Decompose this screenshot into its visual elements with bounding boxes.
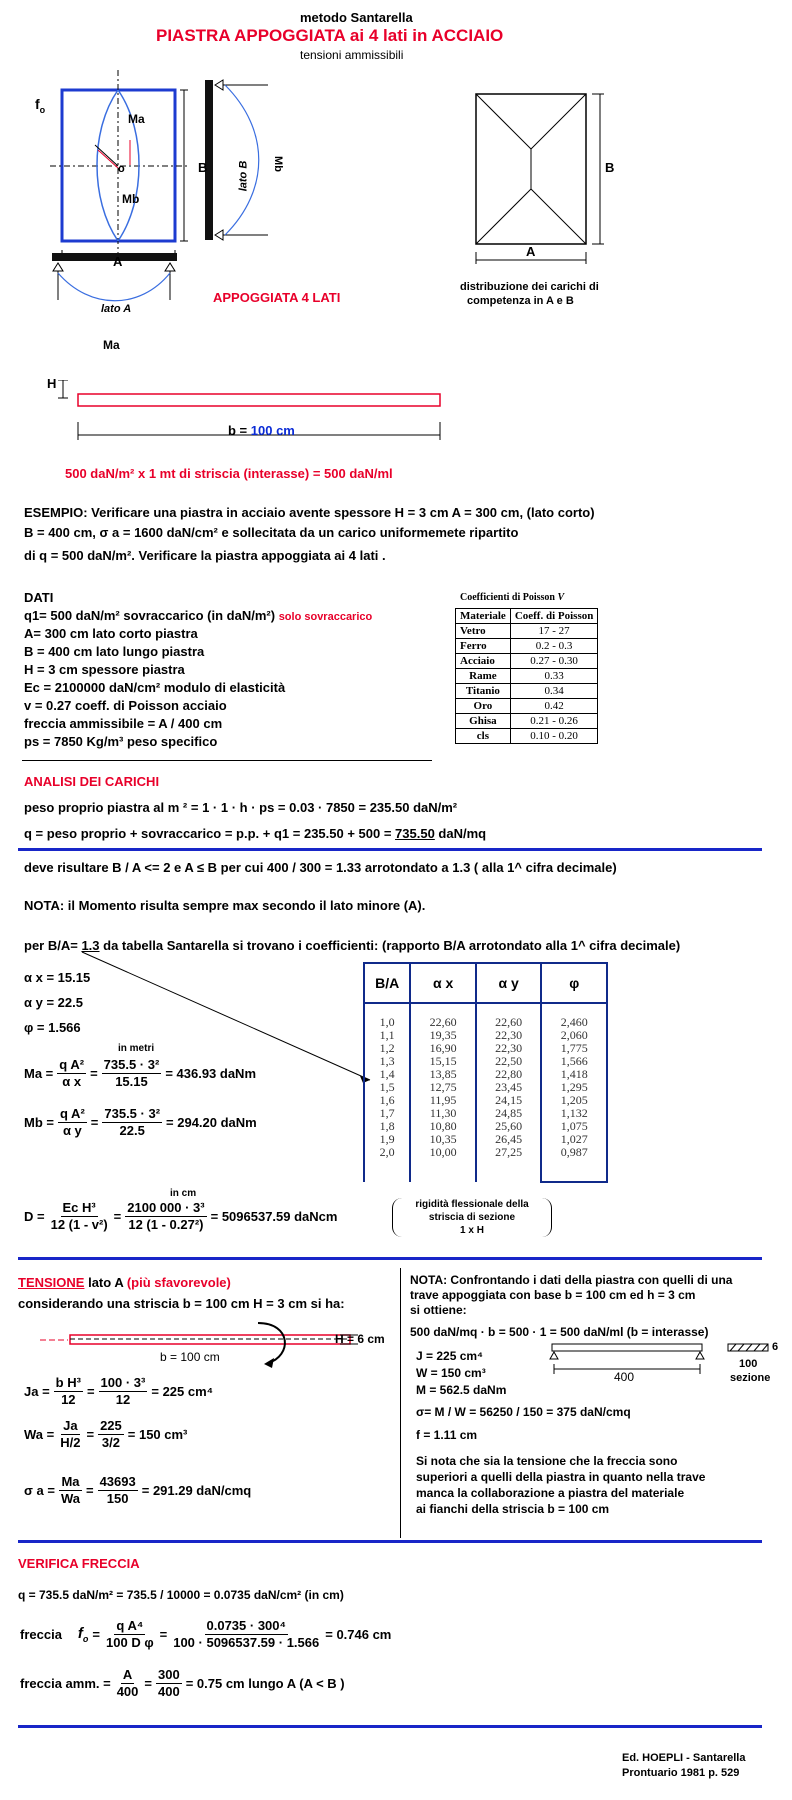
- freccia-equation: freccia $f_o$ = $\frac{\text{q A⁴}}{\text{100 D φ}}$ = $\frac{\text{0.0735 · 300⁴}}{100 \cdot 5096537.59 \cdot 1.566}$ = 0.746 cm: [20, 1618, 392, 1650]
- coef-cell: 1,075: [560, 1119, 588, 1133]
- santarella-table: [363, 962, 608, 1183]
- poisson-cell: Vetro: [456, 624, 511, 639]
- poisson-header: Materiale: [456, 609, 511, 624]
- poisson-cell: Titanio: [456, 684, 511, 699]
- in-metri-note: in metri: [118, 1043, 155, 1054]
- page-subtitle: tensioni ammissibili: [300, 48, 404, 62]
- rigidity-equation: D = $\frac{\text{Ec H³}}{\text{12 (1 - v²)}}$ = $\frac{\text{2100 000 · 3³}}{\text{12 (1 - 0.27²)}}$ = 5096537.59 daNcm: [24, 1200, 338, 1232]
- ma-bottom-label: Ma: [103, 338, 120, 352]
- rule-4: [18, 1725, 762, 1728]
- trave-note-1: NOTA: Confrontando i dati della piastra con quelli di una: [410, 1273, 733, 1287]
- rule-3: [18, 1540, 762, 1543]
- coef-cell: 22,30: [495, 1028, 523, 1042]
- coef-cell: 1,027: [560, 1132, 588, 1146]
- dati-h: H = 3 cm spessore piastra: [24, 662, 185, 677]
- coef-column-ay: [476, 1003, 542, 1182]
- coef-cell: 1,9: [379, 1132, 395, 1146]
- poisson-cell: Oro: [456, 699, 511, 714]
- coef-header: φ: [541, 963, 607, 1003]
- poisson-cell: cls: [456, 729, 511, 744]
- coef-cell: 11,30: [429, 1106, 457, 1120]
- coef-cell: 1,5: [379, 1080, 395, 1094]
- trave-f: f = 1.11 cm: [416, 1428, 478, 1442]
- sigma-a-equation: σ a = $\frac{Ma}{Wa}$ = $\frac{43693}{150}$ = 291.29 daN/cmq: [24, 1474, 252, 1506]
- ja-equation: Ja = $\frac{\text{b H³}}{12}$ = $\frac{\text{100 · 3³}}{12}$ = 225 cm⁴: [24, 1375, 214, 1407]
- coef-header: α y: [476, 963, 542, 1003]
- coef-cell: 1,775: [560, 1041, 588, 1055]
- freccia-amm-equation: freccia amm. = $\frac{A}{400}$ = $\frac{300}{400}$ = 0.75 cm lungo A (A < B ): [20, 1667, 345, 1699]
- coef-cell: 26,45: [495, 1132, 523, 1146]
- coef-cell: 1,6: [379, 1093, 395, 1107]
- dist-caption-2: competenza in A e B: [467, 295, 574, 307]
- mb-equation: Mb = $\frac{\text{q A²}}{\text{α y}}$ = $\frac{\text{735.5 · 3²}}{22.5}$ = 294.20 daNm: [24, 1106, 257, 1138]
- distribution-diagram: [468, 92, 628, 277]
- coef-ax: α x = 15.15: [24, 970, 91, 985]
- method-label: metodo Santarella: [300, 10, 413, 25]
- analisi-line-2: q = peso proprio + sovraccarico = p.p. + q1 = 235.50 + 500 = 735.50 daN/mq: [24, 826, 487, 841]
- ratio-line: deve risultare B / A <= 2 e A ≤ B per cui 400 / 300 = 1.33 arrotondato a 1.3 ( alla 1^ cifra decimale): [24, 860, 617, 875]
- analisi-line-1: peso proprio piastra al m ² = 1 · 1 · h · ps = 0.03 · 7850 = 235.50 daN/m²: [24, 800, 458, 815]
- poisson-cell: 17 - 27: [510, 624, 598, 639]
- trave-m: M = 562.5 daNm: [416, 1383, 507, 1397]
- coef-cell: 1,205: [560, 1093, 588, 1107]
- tensione-b100: b = 100 cm: [160, 1350, 220, 1364]
- trave-w: W = 150 cm³: [416, 1366, 486, 1380]
- coef-phi: φ = 1.566: [24, 1020, 81, 1035]
- section-label: sezione: [730, 1372, 771, 1384]
- coef-column-phi: [541, 1003, 607, 1182]
- dati-ec: Ec = 2100000 daN/cm² modulo di elasticità: [24, 680, 286, 695]
- trave-comment-4: ai fianchi della striscia b = 100 cm: [416, 1502, 610, 1516]
- coef-column-ax: [410, 1003, 476, 1182]
- poisson-cell: Acciaio: [456, 654, 511, 669]
- load-per-strip: 500 daN/m² x 1 mt di striscia (interasse) = 500 daN/ml: [65, 466, 393, 481]
- tensione-consid: considerando una striscia b = 100 cm H = 3 cm si ha:: [18, 1296, 345, 1311]
- coef-cell: 10,35: [429, 1132, 457, 1146]
- poisson-cell: 0.33: [510, 669, 598, 684]
- trave-load: 500 daN/mq · b = 500 · 1 = 500 daN/ml (b = interasse): [410, 1325, 709, 1339]
- coef-cell: 27,25: [495, 1145, 523, 1159]
- freccia-title: VERIFICA FRECCIA: [18, 1556, 140, 1571]
- rule-2: [18, 1257, 762, 1260]
- coef-cell: 12,75: [429, 1080, 457, 1094]
- coef-cell: 11,95: [429, 1093, 457, 1107]
- column-divider: [400, 1268, 401, 1538]
- coef-cell: 24,85: [495, 1106, 523, 1120]
- trave-note-3: si ottiene:: [410, 1303, 467, 1317]
- trave-sigma: σ= M / W = 56250 / 150 = 375 daN/cmq: [416, 1405, 631, 1419]
- poisson-cell: Ghisa: [456, 714, 511, 729]
- coef-cell: 1,1: [379, 1028, 395, 1042]
- trave-comment-2: superiori a quelli della piastra in quanto nella trave: [416, 1470, 706, 1484]
- example-line-3: di q = 500 daN/m². Verificare la piastra appoggiata ai 4 lati .: [24, 548, 386, 563]
- coef-header: α x: [410, 963, 476, 1003]
- trave-note-2: trave appoggiata con base b = 100 cm ed h = 3 cm: [410, 1288, 696, 1302]
- coef-cell: 1,2: [379, 1041, 395, 1055]
- page-title: PIASTRA APPOGGIATA ai 4 lati in ACCIAIO: [156, 26, 504, 45]
- coef-cell: 2,0: [379, 1145, 395, 1159]
- trave-comment-1: Si nota che sia la tensione che la freccia sono: [416, 1454, 678, 1468]
- lato-a-label: lato A: [101, 303, 132, 315]
- coef-cell: 10,80: [429, 1119, 457, 1133]
- rigidity-note: rigidità flessionale della striscia di sezione 1 x H: [392, 1198, 552, 1237]
- coef-cell: 22,60: [429, 1015, 457, 1029]
- poisson-cell: 0.2 - 0.3: [510, 639, 598, 654]
- trave-comment-3: manca la collaborazione a piastra del materiale: [416, 1486, 685, 1500]
- poisson-header: Coeff. di Poisson: [510, 609, 598, 624]
- example-line-1: ESEMPIO: Verificare una piastra in acciaio avente spessore H = 3 cm A = 300 cm, (lato corto): [24, 505, 595, 520]
- trave-j: J = 225 cm⁴: [416, 1349, 483, 1363]
- coef-cell: 2,460: [560, 1015, 588, 1029]
- b-dimension: B: [198, 160, 208, 175]
- h-label: H: [47, 376, 57, 391]
- poisson-title: Coefficienti di Poisson V: [460, 592, 565, 603]
- analisi-title: ANALISI DEI CARICHI: [24, 774, 160, 789]
- dist-a-label: A: [526, 244, 536, 259]
- footer-reference: Prontuario 1981 p. 529: [622, 1767, 740, 1779]
- a-dimension: A: [113, 254, 123, 269]
- coef-cell: 0,987: [560, 1145, 588, 1159]
- fo-label: $f_o$: [35, 96, 46, 115]
- poisson-cell: 0.10 - 0.20: [510, 729, 598, 744]
- poisson-table: [455, 608, 598, 744]
- appoggiata-label: APPOGGIATA 4 LATI: [213, 290, 341, 305]
- coef-cell: 16,90: [429, 1041, 457, 1055]
- coef-cell: 13,85: [429, 1067, 457, 1081]
- dati-v: v = 0.27 coeff. di Poisson acciaio: [24, 698, 227, 713]
- section-width: 100: [739, 1358, 758, 1370]
- coef-cell: 1,4: [379, 1067, 395, 1081]
- tensione-heading: TENSIONE lato A (più sfavorevole): [18, 1275, 231, 1290]
- coef-cell: 1,418: [560, 1067, 588, 1081]
- poisson-cell: 0.21 - 0.26: [510, 714, 598, 729]
- coef-cell: 1,8: [379, 1119, 395, 1133]
- strip-diagram: [58, 380, 458, 460]
- coef-cell: 23,45: [495, 1080, 523, 1094]
- lato-b-label: lato B: [237, 160, 250, 192]
- coef-header: B/A: [364, 963, 410, 1003]
- o-label: o: [118, 163, 125, 175]
- mb-label: Mb: [122, 192, 140, 206]
- ma-equation: Ma = $\frac{\text{q A²}}{\text{α x}}$ = $\frac{\text{735.5 · 3²}}{15.15}$ = 436.93 daNm: [24, 1057, 257, 1089]
- coef-cell: 1,3: [379, 1054, 395, 1068]
- coef-cell: 2,060: [560, 1028, 588, 1042]
- coef-cell: 15,15: [429, 1054, 457, 1068]
- coef-column-ba: [364, 1003, 410, 1182]
- coef-cell: 25,60: [495, 1119, 523, 1133]
- dati-ps: ps = 7850 Kg/m³ peso specifico: [24, 734, 218, 749]
- coef-cell: 1,0: [379, 1015, 395, 1029]
- plate-diagram: [30, 70, 360, 365]
- poisson-cell: 0.27 - 0.30: [510, 654, 598, 669]
- dist-caption-1: distribuzione dei carichi di: [460, 281, 599, 293]
- dati-freccia: freccia ammissibile = A / 400 cm: [24, 716, 223, 731]
- coef-cell: 24,15: [495, 1093, 523, 1107]
- coef-ay: α y = 22.5: [24, 995, 83, 1010]
- mb-side-label: Mb: [271, 156, 284, 172]
- freccia-q: q = 735.5 daN/m² = 735.5 / 10000 = 0.0735 daN/cm² (in cm): [18, 1588, 344, 1602]
- footer-publisher: Ed. HOEPLI - Santarella: [622, 1752, 746, 1764]
- coef-cell: 1,132: [560, 1106, 588, 1120]
- example-line-2: B = 400 cm, σ a = 1600 daN/cm² e sollecitata da un carico uniformemete ripartito: [24, 525, 519, 540]
- wa-equation: Wa = $\frac{Ja}{H/2}$ = $\frac{225}{3/2}$ = 150 cm³: [24, 1418, 188, 1450]
- section-height: 6: [772, 1341, 779, 1353]
- poisson-cell: 0.34: [510, 684, 598, 699]
- strip-b-label: b = 100 cm: [228, 423, 295, 438]
- poisson-cell: Ferro: [456, 639, 511, 654]
- dati-divider: [22, 760, 432, 761]
- nota-momento: NOTA: il Momento risulta sempre max secondo il lato minore (A).: [24, 898, 426, 913]
- tensione-h6: H = 6 cm: [335, 1332, 385, 1346]
- dist-b-label: B: [605, 160, 615, 175]
- coef-cell: 22,60: [495, 1015, 523, 1029]
- coef-cell: 10,00: [429, 1145, 457, 1159]
- coef-cell: 1,295: [560, 1080, 588, 1094]
- coef-cell: 22,30: [495, 1041, 523, 1055]
- coef-cell: 1,566: [560, 1054, 588, 1068]
- dati-a: A= 300 cm lato corto piastra: [24, 626, 198, 641]
- in-cm-note: in cm: [170, 1188, 197, 1199]
- coef-cell: 19,35: [429, 1028, 457, 1042]
- poisson-cell: 0.42: [510, 699, 598, 714]
- coef-cell: 22,80: [495, 1067, 523, 1081]
- trave-span: 400: [614, 1370, 635, 1384]
- rule-1: [18, 848, 762, 851]
- coef-cell: 1,7: [379, 1106, 395, 1120]
- dati-q1: q1= 500 daN/m² sovraccarico (in daN/m²) solo sovraccarico: [24, 608, 373, 623]
- per-ba-line: per B/A= 1.3 da tabella Santarella si trovano i coefficienti: (rapporto B/A arrotondato alla 1^ cifra decimale): [24, 938, 681, 953]
- coef-cell: 22,50: [495, 1054, 523, 1068]
- dati-b: B = 400 cm lato lungo piastra: [24, 644, 205, 659]
- dati-title: DATI: [24, 590, 54, 605]
- poisson-cell: Rame: [456, 669, 511, 684]
- ma-label: Ma: [128, 112, 145, 126]
